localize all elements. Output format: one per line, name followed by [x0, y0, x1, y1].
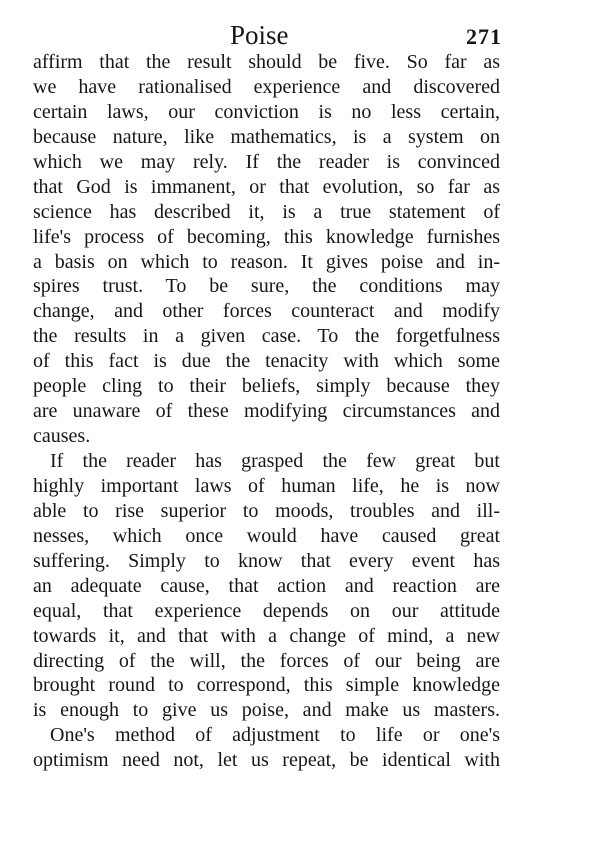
text-line: an adequate cause, that action and reaction are: [33, 574, 500, 597]
text-line: One's method of adjustment to life or one's: [50, 724, 500, 747]
text-line: science has described it, is a true statement of: [33, 200, 500, 223]
text-line: nesses, which once would have caused great: [33, 524, 500, 547]
text-line: causes.: [33, 425, 91, 448]
text-line: directing of the will, the forces of our being are: [33, 649, 500, 672]
text-line: equal, that experience depends on our attitude: [33, 599, 500, 622]
text-line: that God is immanent, or that evolution, so far as: [33, 175, 500, 198]
text-line: affirm that the result should be five. So far as: [33, 51, 500, 73]
text-line: of this fact is due the tenacity with which some: [33, 350, 500, 373]
running-head-title: Poise: [230, 20, 289, 50]
page-body-text: [33, 50, 500, 773]
text-line: change, and other forces counteract and modify: [33, 300, 500, 323]
text-line: able to rise superior to moods, troubles and ill-: [33, 499, 500, 522]
text-line: optimism need not, let us repeat, be identical with: [33, 749, 500, 772]
text-line: we have rationalised experience and discovered: [33, 75, 500, 98]
text-line: life's process of becoming, this knowledge furnishes: [33, 225, 500, 248]
text-line: towards it, and that with a change of mind, a new: [33, 624, 500, 647]
text-line: a basis on which to reason. It gives poise and in-: [33, 250, 500, 273]
text-line: If the reader has grasped the few great but: [50, 450, 500, 472]
text-line: because nature, like mathematics, is a system on: [33, 125, 500, 148]
text-line: are unaware of these modifying circumstances and: [33, 400, 500, 423]
text-line: is enough to give us poise, and make us masters.: [33, 699, 500, 722]
text-line: which we may rely. If the reader is convinced: [33, 150, 500, 173]
text-line: suffering. Simply to know that every event has: [33, 549, 500, 572]
text-line: highly important laws of human life, he is now: [33, 474, 500, 497]
text-line: spires trust. To be sure, the conditions may: [33, 275, 500, 298]
text-line: the results in a given case. To the forgetfulness: [33, 325, 500, 348]
text-line: brought round to correspond, this simple knowledge: [33, 674, 500, 697]
text-line: people cling to their beliefs, simply because they: [33, 375, 500, 398]
page-number: 271: [466, 24, 502, 49]
text-line: certain laws, our conviction is no less certain,: [33, 100, 500, 123]
